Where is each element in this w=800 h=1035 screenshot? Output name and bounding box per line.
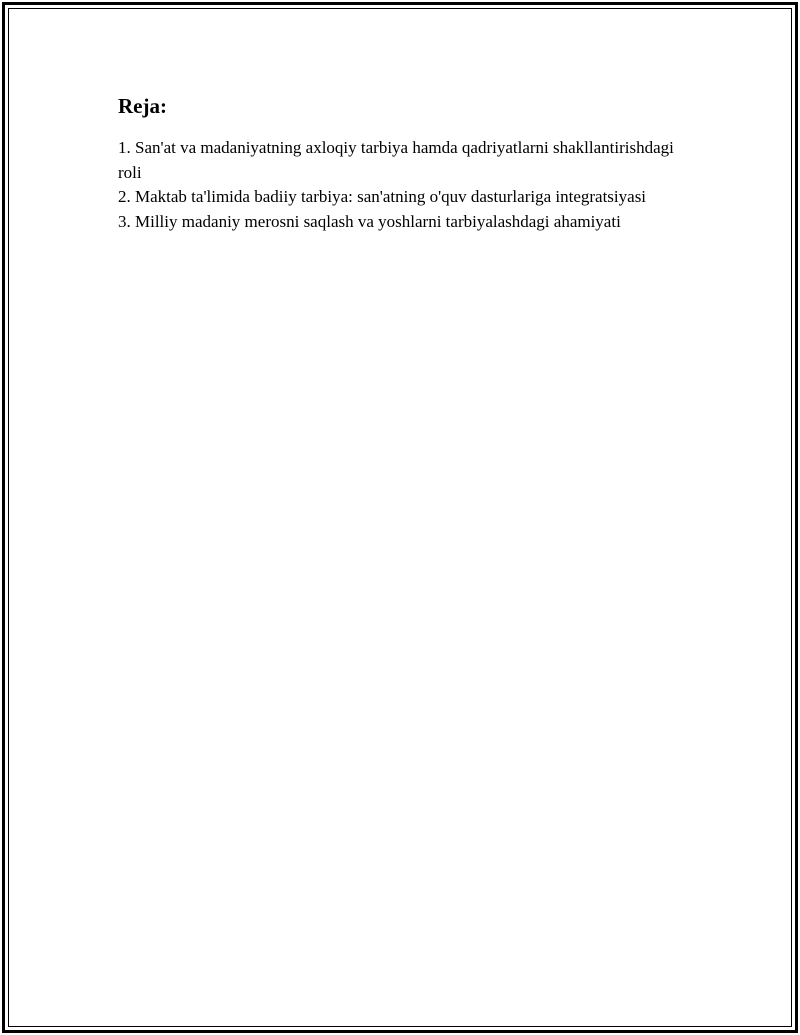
plan-item-1: 1. San'at va madaniyatning axloqiy tarbiya hamda qadriyatlarni shakllantirishdagi roli bbox=[118, 138, 674, 182]
plan-heading: Reja: bbox=[118, 94, 167, 118]
plan-item-2: 2. Maktab ta'limida badiiy tarbiya: san'atning o'quv dasturlariga integratsiyasi bbox=[118, 187, 647, 206]
plan-item-3: 3. Milliy madaniy merosni saqlash va yoshlarni tarbiyalashdagi ahamiyati bbox=[118, 211, 621, 231]
plan-list bbox=[118, 136, 698, 234]
document-body bbox=[118, 92, 698, 234]
